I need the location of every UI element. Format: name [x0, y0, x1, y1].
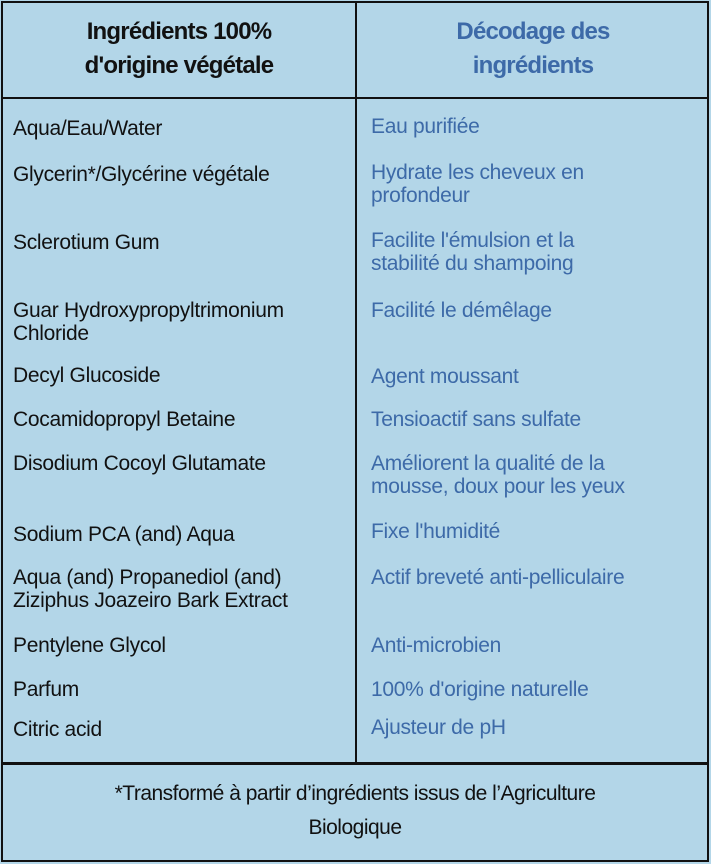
ingredient-cell — [13, 231, 159, 254]
decoding-line: Eau purifiée — [371, 115, 480, 138]
ingredient-line: Citric acid — [13, 718, 102, 741]
ingredient-cell — [13, 452, 266, 475]
decoding-cell — [371, 520, 500, 543]
header-divider — [3, 97, 707, 99]
footer-divider — [3, 762, 707, 765]
ingredient-line: Parfum — [13, 678, 79, 701]
decoding-line: mousse, doux pour les yeux — [371, 475, 625, 498]
ingredient-line: Chloride — [13, 322, 89, 345]
decoding-cell — [371, 452, 625, 498]
ingredient-cell — [13, 364, 160, 387]
decoding-line: Fixe l'humidité — [371, 520, 501, 543]
decoding-cell — [371, 716, 506, 739]
ingredients-table — [1, 1, 709, 862]
header-decoding-line1: Décodage des — [456, 18, 610, 45]
decoding-cell — [371, 299, 552, 322]
ingredient-line: Disodium Cocoyl Glutamate — [13, 452, 266, 475]
ingredient-line: Cocamidopropyl Betaine — [13, 408, 236, 431]
decoding-line: Ajusteur de pH — [371, 716, 506, 739]
decoding-line: Actif breveté anti-pelliculaire — [371, 566, 625, 589]
footnote-line2: Biologique — [308, 816, 402, 839]
decoding-cell — [371, 161, 584, 207]
decoding-line: Facilité le démêlage — [371, 299, 552, 322]
header-decoding — [357, 15, 709, 83]
decoding-line: Améliorent la qualité de la — [371, 452, 605, 475]
ingredient-line: Pentylene Glycol — [13, 634, 166, 657]
footnote — [3, 777, 707, 845]
decoding-line: Tensioactif sans sulfate — [371, 408, 581, 431]
footnote-line1: *Transformé à partir d’ingrédients issus de l’Agriculture — [114, 782, 596, 805]
ingredient-line: Aqua/Eau/Water — [13, 117, 163, 140]
ingredient-cell — [13, 678, 79, 701]
decoding-cell — [371, 115, 479, 138]
ingredient-cell — [13, 566, 288, 612]
ingredient-line: Ziziphus Joazeiro Bark Extract — [13, 589, 288, 612]
ingredient-line: Decyl Glucoside — [13, 364, 161, 387]
ingredient-cell — [13, 718, 102, 741]
decoding-line: stabilité du shampoing — [371, 252, 574, 275]
ingredient-cell — [13, 117, 162, 140]
ingredient-line: Glycerin*/Glycérine végétale — [13, 163, 270, 186]
decoding-cell — [371, 229, 574, 275]
decoding-line: Facilite l'émulsion et la — [371, 229, 575, 252]
decoding-cell — [371, 678, 588, 701]
decoding-line: Hydrate les cheveux en — [371, 161, 584, 184]
header-ingredients-line1: Ingrédients 100% — [86, 18, 272, 45]
decoding-cell — [371, 566, 624, 589]
ingredient-cell — [13, 408, 235, 431]
ingredient-cell — [13, 299, 284, 345]
header-ingredients-line2: d'origine végétale — [84, 52, 274, 79]
ingredient-line: Aqua (and) Propanediol (and) — [13, 566, 282, 589]
decoding-line: Anti-microbien — [371, 634, 502, 657]
ingredient-cell — [13, 163, 270, 186]
ingredient-line: Guar Hydroxypropyltrimonium — [13, 299, 284, 322]
decoding-cell — [371, 365, 519, 388]
column-divider — [355, 3, 357, 762]
decoding-line: 100% d'origine naturelle — [371, 678, 589, 701]
ingredient-cell — [13, 634, 166, 657]
decoding-line: profondeur — [371, 184, 470, 207]
header-decoding-line2: ingrédients — [472, 52, 594, 79]
decoding-cell — [371, 634, 501, 657]
decoding-cell — [371, 408, 581, 431]
ingredient-line: Sclerotium Gum — [13, 231, 160, 254]
decoding-line: Agent moussant — [371, 365, 519, 388]
ingredient-line: Sodium PCA (and) Aqua — [13, 523, 235, 546]
header-ingredients — [3, 15, 355, 83]
ingredient-cell — [13, 523, 234, 546]
